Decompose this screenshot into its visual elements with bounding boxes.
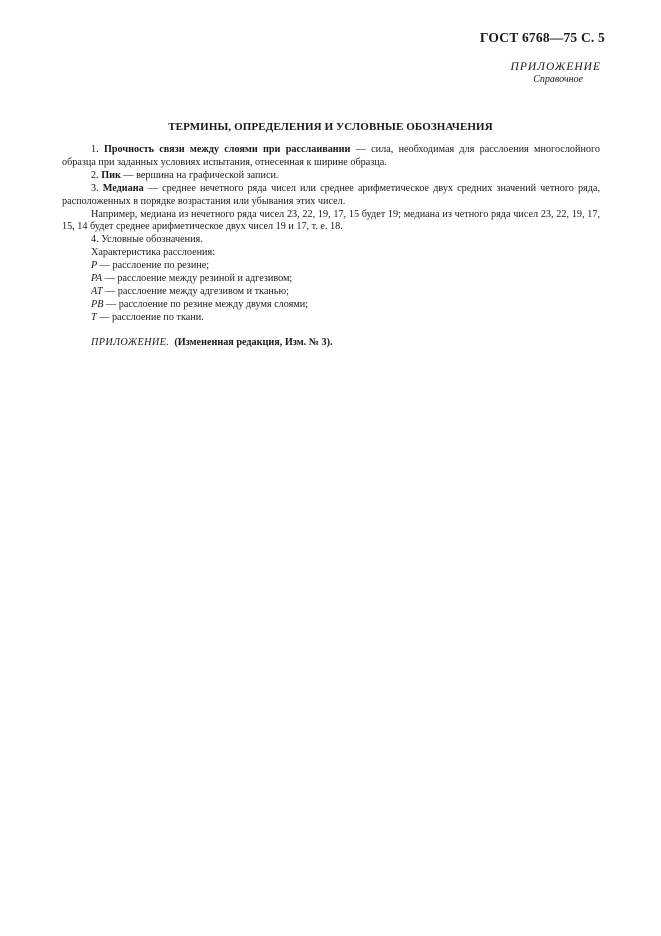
term-item-1 [62,144,600,170]
term: Пик [101,169,121,181]
symbol-line [62,286,600,299]
symbol-text: — расслоение по резине между двумя слоями; [103,298,309,310]
revision-note-label: ПРИЛОЖЕНИЕ. [91,336,170,348]
definition: — среднее нечетного ряда чисел или среднее арифметическое двух средних значений четного ряда, расположенных в порядке возрастания или убывания этих чисел. [62,182,600,207]
item-number: 2. [91,169,99,181]
example-paragraph: Например, медиана из нечетного ряда чисел 23, 22, 19, 17, 15 будет 19; медиана из четного ряда чисел 23, 22, 19, 17, 15, 14 будет среднее арифметическое двух чисел 19 и 17, т. е. 18. [62,208,600,233]
symbol-text: — расслоение между резиной и адгезивом; [102,273,293,285]
item-number: 3. [91,182,99,194]
symbol-line [62,312,600,325]
symbol-line [62,273,600,286]
page-header: ГОСТ 6768—75 С. 5 [479,30,605,45]
definition: — сила, необходимая для расслоения многослойного образца при заданных условиях испытания, отнесенная к ширине образца. [62,144,601,168]
term: Медиана [102,182,144,194]
symbol-line [62,260,600,273]
appendix-subtitle: Справочное [533,74,583,85]
symbol-code: PA [91,273,103,285]
characteristic-heading: Характеристика расслоения: [91,247,216,259]
symbol-code: P [91,260,98,272]
term-item-3 [62,183,600,209]
symbol-text: — расслоение по резине; [97,260,210,272]
section-title: ТЕРМИНЫ, ОПРЕДЕЛЕНИЯ И УСЛОВНЫЕ ОБОЗНАЧЕНИЯ [168,121,493,133]
appendix-block [511,61,601,86]
item-number: 1. [91,144,99,155]
symbol-text: — расслоение по ткани. [96,311,204,323]
symbol-code: PB [91,298,104,310]
symbol-text: — расслоение между адгезивом и тканью; [102,285,289,297]
term-item-2 [62,170,600,183]
symbol-code: T [91,311,97,323]
symbol-code: AT [91,285,103,297]
revision-note-text: (Измененная редакция, Изм. № 3). [174,336,333,348]
definition: — вершина на графической записи. [120,169,279,181]
revision-note [62,337,600,350]
appendix-label: ПРИЛОЖЕНИЕ [510,61,601,73]
symbol-line [62,299,600,312]
item-4-heading: 4. Условные обозначения. [91,234,203,246]
document-body [62,144,600,350]
term: Прочность связи между слоями при расслаивании [103,144,351,155]
